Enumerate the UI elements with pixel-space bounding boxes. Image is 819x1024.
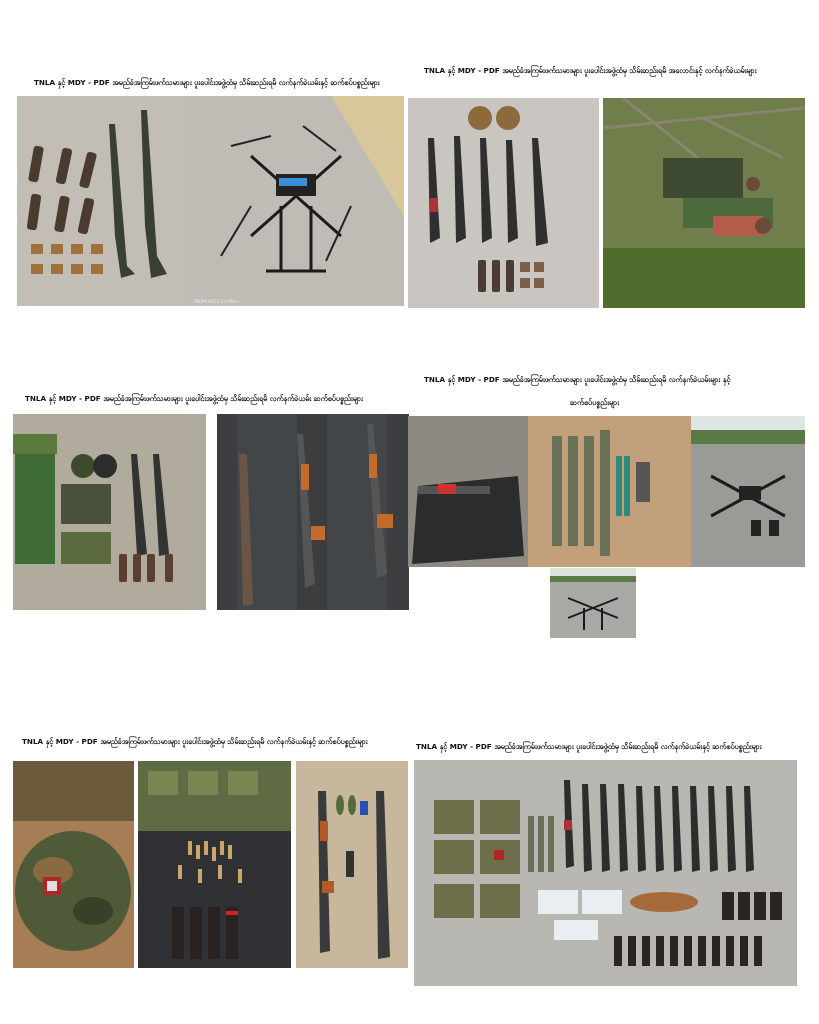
photo-drone-quadcopter <box>191 96 404 306</box>
photo-rifles-on-tarp <box>217 414 409 610</box>
photo-weapons-display <box>414 760 797 986</box>
caption-section-4-line-2: ဆက်စပ်ပစ္စည်းများ <box>570 398 620 407</box>
photo-drone-large <box>691 416 805 567</box>
photo-rifles-grenades <box>296 761 408 968</box>
photo-rifles-magazines <box>17 96 191 306</box>
photo-rockets-magazines <box>528 416 691 567</box>
photo-camouflage-uniform <box>13 761 134 968</box>
caption-section-4-line-1: TNLA နှင့် MDY - PDF အမည်ခံအကြမ်းဖက်သမားများ ပူးပေါင်းအဖွဲ့ထံမှ သိမ်းဆည်းရမိ လက်နက်ခဲယမ်းများ နှင့် <box>424 375 731 384</box>
photo-watermark: REDMI NOTE 13 PRO+ <box>194 299 239 304</box>
photo-bodies-foliage <box>603 98 805 308</box>
photo-drone-small <box>550 568 636 638</box>
caption-section-3: TNLA နှင့် MDY - PDF အမည်ခံအကြမ်းဖက်သမားများ ပူးပေါင်းအဖွဲ့ထံမှ သိမ်းဆည်းရမိ လက်နက်ခဲယမ်း ဆက်စပ်ပစ္စည်းများ <box>25 394 363 403</box>
photo-vests-ammunition <box>138 761 291 968</box>
photo-launcher-on-tarp <box>408 416 528 567</box>
caption-section-6: TNLA နှင့် MDY - PDF အမည်ခံအကြမ်းဖက်သမားများ ပူးပေါင်းအဖွဲ့ထံမှ သိမ်းဆည်းရမိ လက်နက်ခဲယမ်းနှင့် ဆက်စပ်ပစ္စည်းများ <box>416 742 762 751</box>
photo-rifles-helmets <box>408 98 599 308</box>
photo-uniforms-equipment <box>13 414 206 610</box>
caption-section-1: TNLA နှင့် MDY - PDF အမည်ခံအကြမ်းဖက်သမားများ ပူးပေါင်းအဖွဲ့ထံမှ သိမ်းဆည်းရမိ လက်နက်ခဲယမ်းနှင့် ဆက်စပ်ပစ္စည်းများ <box>34 78 380 87</box>
caption-section-2: TNLA နှင့် MDY - PDF အမည်ခံအကြမ်းဖက်သမားများ ပူးပေါင်းအဖွဲ့ထံမှ သိမ်းဆည်းရမိ အလောင်းနှင့် လက်နက်ခဲယမ်းများ <box>424 66 757 75</box>
caption-section-5: TNLA နှင့် MDY - PDF အမည်ခံအကြမ်းဖက်သမားများ ပူးပေါင်းအဖွဲ့ထံမှ သိမ်းဆည်းရမိ လက်နက်ခဲယမ်းနှင့် ဆက်စပ်ပစ္စည်းများ <box>22 737 368 746</box>
